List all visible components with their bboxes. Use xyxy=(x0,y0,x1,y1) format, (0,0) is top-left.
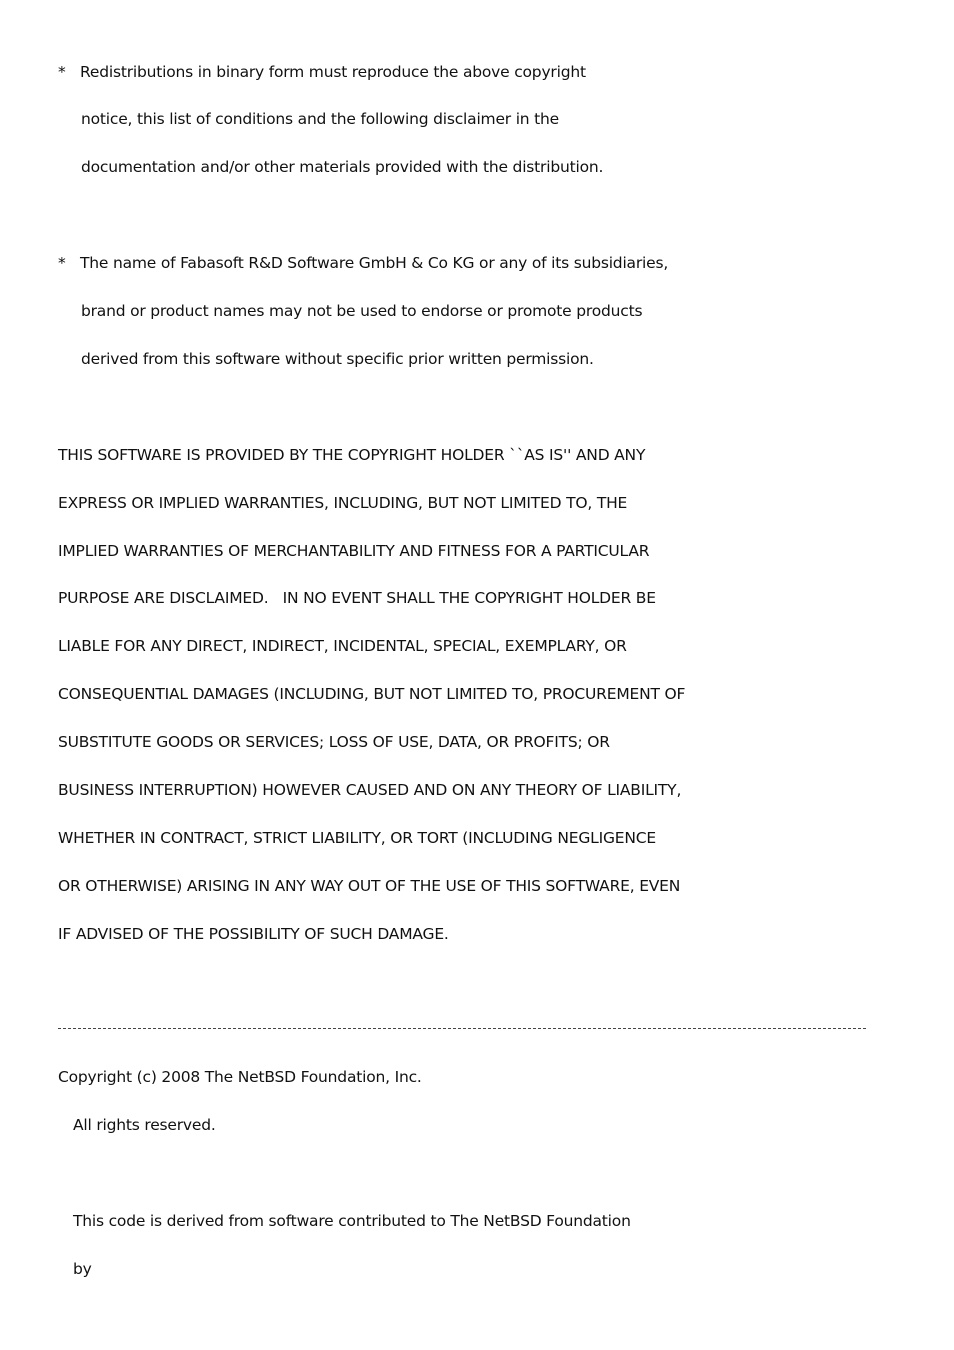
clause-name-line-1: The name of Fabasoft R&D Software GmbH & Co KG or any of its subsidiaries, xyxy=(80,254,669,272)
disclaimer-line: IMPLIED WARRANTIES OF MERCHANTABILITY AND FITNESS FOR A PARTICULAR xyxy=(58,542,650,560)
netbsd-copyright: Copyright (c) 2008 The NetBSD Foundation, Inc. xyxy=(58,1068,422,1086)
netbsd-by: by xyxy=(73,1260,92,1278)
clause-binary-line-2: notice, this list of conditions and the following disclaimer in the xyxy=(81,110,559,128)
clause-binary-line-3: documentation and/or other materials provided with the distribution. xyxy=(81,158,604,176)
section-divider xyxy=(58,1028,866,1029)
bullet-marker: * xyxy=(58,254,66,272)
disclaimer-line: OR OTHERWISE) ARISING IN ANY WAY OUT OF THE USE OF THIS SOFTWARE, EVEN xyxy=(58,877,681,895)
bullet-marker: * xyxy=(58,63,66,81)
disclaimer-line: PURPOSE ARE DISCLAIMED. IN NO EVENT SHALL THE COPYRIGHT HOLDER BE xyxy=(58,589,656,607)
disclaimer-line: THIS SOFTWARE IS PROVIDED BY THE COPYRIGHT HOLDER ``AS IS'' AND ANY xyxy=(58,446,646,464)
disclaimer-line: BUSINESS INTERRUPTION) HOWEVER CAUSED AND ON ANY THEORY OF LIABILITY, xyxy=(58,781,682,799)
disclaimer-line: LIABLE FOR ANY DIRECT, INDIRECT, INCIDENTAL, SPECIAL, EXEMPLARY, OR xyxy=(58,637,627,655)
clause-name-line-2: brand or product names may not be used to endorse or promote products xyxy=(81,302,643,320)
netbsd-rights: All rights reserved. xyxy=(73,1116,216,1134)
disclaimer-line: WHETHER IN CONTRACT, STRICT LIABILITY, OR TORT (INCLUDING NEGLIGENCE xyxy=(58,829,656,847)
disclaimer-line: CONSEQUENTIAL DAMAGES (INCLUDING, BUT NOT LIMITED TO, PROCUREMENT OF xyxy=(58,685,686,703)
clause-binary-line-1: Redistributions in binary form must reproduce the above copyright xyxy=(80,63,586,81)
disclaimer-line: SUBSTITUTE GOODS OR SERVICES; LOSS OF USE, DATA, OR PROFITS; OR xyxy=(58,733,610,751)
netbsd-derived: This code is derived from software contributed to The NetBSD Foundation xyxy=(73,1212,631,1230)
clause-name-line-3: derived from this software without specific prior written permission. xyxy=(81,350,594,368)
disclaimer-line: IF ADVISED OF THE POSSIBILITY OF SUCH DAMAGE. xyxy=(58,925,449,943)
disclaimer-line: EXPRESS OR IMPLIED WARRANTIES, INCLUDING, BUT NOT LIMITED TO, THE xyxy=(58,494,628,512)
